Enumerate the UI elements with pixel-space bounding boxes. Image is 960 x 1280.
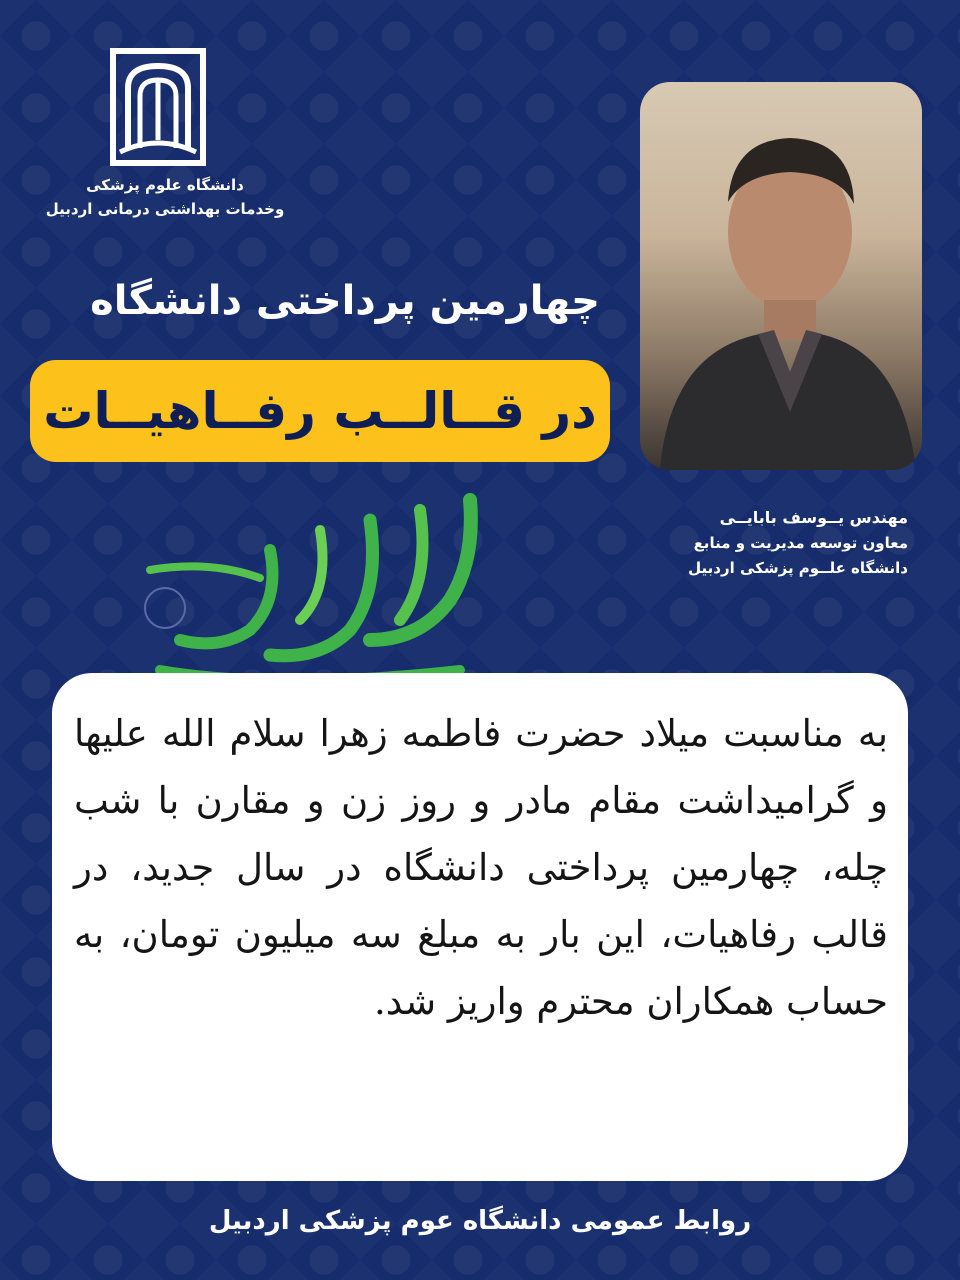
headline: چهارمین پرداختی دانشگاه — [90, 278, 600, 324]
person-role: معاون توسعه مدیریت و منابع — [693, 534, 908, 552]
portrait-photo — [640, 82, 922, 470]
footer-credit: روابط عمومی دانشگاه عوم پزشکی اردبیل — [208, 1206, 752, 1236]
highlight-banner — [30, 360, 610, 462]
highlight-text: در قــالــب رفــاهیــات — [43, 382, 597, 440]
university-logo-icon — [110, 48, 206, 166]
university-name-line1: دانشگاه علوم پزشکی — [86, 176, 244, 194]
fatima-zahra-calligraphy — [120, 490, 490, 690]
person-name: مهندس یــوسف بابایــی — [719, 508, 908, 527]
university-name-line2: وخدمات بهداشتی درمانی اردبیل — [45, 200, 285, 218]
person-organization: دانشگاه علــوم پزشکی اردبیل — [688, 559, 908, 577]
announcement-text: به مناسبت میلاد حضرت فاطمه زهرا سلام الله علیها و گرامیداشت مقام مادر و روز زن و مقارن با شب چله، چهارمین پرداختی دانشگاه در سال جدید، در قالب رفاهیات، این بار به مبلغ سه میلیون تومان، به حساب همکاران محترم واریز شد. — [74, 712, 888, 1023]
person-silhouette-icon — [640, 82, 922, 470]
